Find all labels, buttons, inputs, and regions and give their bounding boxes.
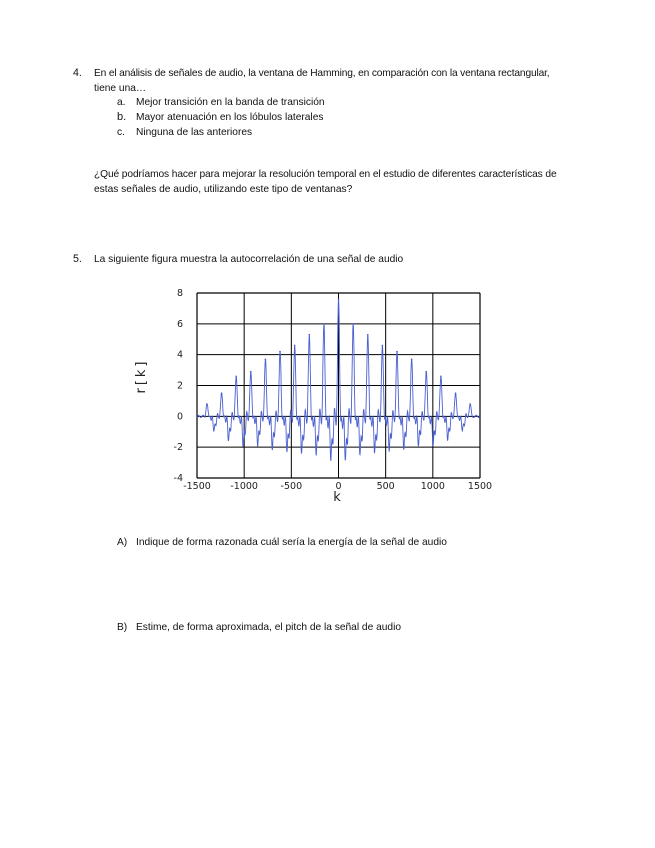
question-5-intro: La siguiente figura muestra la autocorrelación de una señal de audio	[94, 254, 404, 265]
y-tick-label: 4	[176, 349, 183, 361]
question-4-number: 4.	[73, 67, 82, 79]
part-a-letter: A)	[117, 537, 128, 548]
y-tick-label: -4	[173, 473, 183, 484]
y-tick-label: 0	[176, 411, 183, 423]
x-tick-label: -500	[280, 481, 303, 492]
autocorrelation-chart	[125, 280, 505, 505]
autocorrelation-peak	[294, 345, 296, 347]
option-b-letter: b.	[117, 111, 127, 123]
part-b-text: Estime, de forma aproximada, el pitch de la señal de audio	[136, 622, 402, 633]
option-b-text: Mayor atenuación en los lóbulos laterales	[136, 112, 324, 123]
autocorrelation-peak	[308, 334, 310, 336]
autocorrelation-peak	[469, 403, 471, 405]
autocorrelation-peak	[411, 358, 413, 360]
x-tick-label: -1500	[183, 481, 211, 492]
part-b-letter: B)	[117, 622, 128, 633]
chart-grid	[197, 293, 480, 478]
autocorrelation-peak	[440, 375, 442, 377]
autocorrelation-peak	[206, 403, 208, 405]
y-tick-label: 8	[176, 288, 183, 299]
autocorrelation-peak	[279, 351, 281, 353]
autocorrelation-peak	[265, 358, 267, 360]
x-tick-label: 500	[376, 481, 395, 492]
autocorrelation-peak	[352, 323, 354, 325]
x-axis-label: k	[333, 490, 341, 505]
x-tick-label: 0	[335, 481, 342, 492]
option-a-letter: a.	[117, 97, 126, 108]
question-5-number: 5.	[73, 253, 82, 265]
question-4-followup-line-2: estas señales de audio, utilizando este tipo de ventanas?	[94, 184, 353, 195]
option-a-text: Mejor transición en la banda de transición	[136, 97, 325, 108]
autocorrelation-peak	[367, 334, 369, 336]
chart-ticks	[174, 288, 493, 492]
question-4-line-1: En el análisis de señales de audio, la ventana de Hamming, en comparación con la ventana rectangular,	[94, 68, 550, 79]
autocorrelation-peak	[338, 298, 340, 300]
autocorrelation-peak	[455, 392, 457, 394]
autocorrelation-peak	[425, 371, 427, 373]
option-c-text: Ninguna de las anteriores	[136, 127, 253, 138]
autocorrelation-peak	[382, 345, 384, 347]
autocorrelation-peak	[235, 375, 237, 377]
y-axis-label: r[k]	[134, 358, 149, 394]
question-4-followup-line-1: ¿Qué podríamos hacer para mejorar la resolución temporal en el estudio de diferentes características de	[94, 169, 557, 180]
part-a-text: Indique de forma razonada cuál sería la energía de la señal de audio	[136, 537, 447, 548]
y-tick-label: -2	[173, 442, 183, 454]
autocorrelation-peak	[396, 351, 398, 353]
autocorrelation-peak	[323, 323, 325, 325]
autocorrelation-peak	[221, 392, 223, 394]
question-4-line-2: tiene una…	[94, 83, 147, 94]
x-tick-label: 1500	[467, 481, 493, 492]
y-tick-label: 2	[176, 380, 183, 392]
x-tick-label: 1000	[420, 481, 445, 492]
y-tick-label: 6	[176, 318, 183, 330]
autocorrelation-peak	[250, 371, 252, 373]
x-tick-label: -1000	[230, 481, 258, 492]
option-c-letter: c.	[117, 127, 125, 138]
